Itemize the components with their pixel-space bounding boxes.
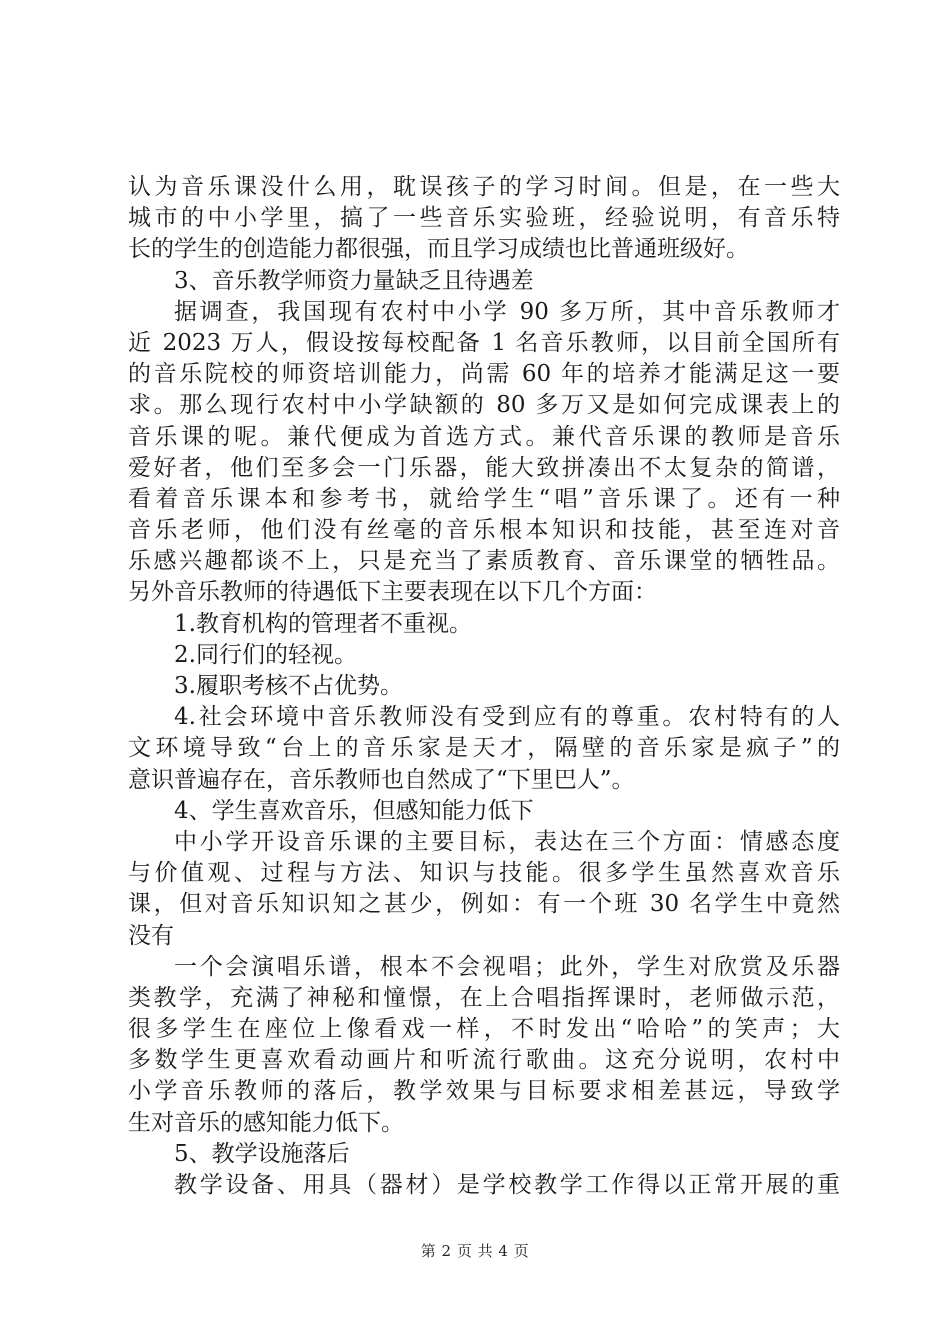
text-line: 很多学生在座位上像看戏一样，不时发出“哈哈”的笑声；大 — [128, 1016, 840, 1043]
text-line: 课，但对音乐知识知之甚少，例如：有一个班 30 名学生中竟然 — [128, 891, 840, 918]
text-line: 认为音乐课没什么用，耽误孩子的学习时间。但是，在一些大 — [128, 174, 840, 200]
text-line: 文环境导致“台上的音乐家是天才，隔壁的音乐家是疯子”的 — [128, 735, 840, 762]
text-line: 教学设备、用具（器材）是学校教学工作得以正常开展的重 — [174, 1172, 840, 1198]
text-line: 小学音乐教师的落后，教学效果与目标要求相差甚远，导致学 — [128, 1078, 840, 1105]
text-line: 乐感兴趣都谈不上，只是充当了素质教育、音乐课堂的牺牲品。 — [128, 548, 840, 575]
text-line: 长的学生的创造能力都很强，而且学习成绩也比普通班级好。 — [128, 236, 749, 263]
section-heading: 3、音乐教学师资力量缺乏且待遇差 — [174, 267, 534, 294]
text-line: 类教学，充满了神秘和憧憬，在上合唱指挥课时，老师做示范， — [128, 984, 840, 1011]
text-line: 音乐老师，他们没有丝毫的音乐根本知识和技能，甚至连对音 — [128, 517, 840, 544]
text-line: 看着音乐课本和参考书，就给学生“唱”音乐课了。还有一种 — [128, 485, 840, 512]
text-line: 多数学生更喜欢看动画片和听流行歌曲。这充分说明，农村中 — [128, 1047, 840, 1074]
text-line: 求。那么现行农村中小学缺额的 80 多万又是如何完成课表上的 — [128, 392, 840, 419]
list-item: 2.同行们的轻视。 — [174, 641, 357, 668]
text-line: 的音乐院校的师资培训能力，尚需 60 年的培养才能满足这一要 — [128, 361, 840, 388]
text-line: 城市的中小学里，搞了一些音乐实验班，经验说明，有音乐特 — [128, 205, 840, 232]
text-line: 一个会演唱乐谱，根本不会视唱；此外，学生对欣赏及乐器 — [174, 953, 840, 980]
text-line: 另外音乐教师的待遇低下主要表现在以下几个方面： — [128, 579, 657, 606]
text-line: 与价值观、过程与方法、知识与技能。很多学生虽然喜欢音乐 — [128, 860, 840, 887]
text-line: 音乐课的呢。兼代便成为首选方式。兼代音乐课的教师是音乐 — [128, 423, 840, 450]
page-number-footer: 第 2 页 共 4 页 — [420, 1242, 530, 1260]
list-item: 1.教育机构的管理者不重视。 — [174, 610, 472, 637]
list-item: 3.履职考核不占优势。 — [174, 673, 403, 699]
list-item: 4.社会环境中音乐教师没有受到应有的尊重。农村特有的人 — [174, 704, 840, 731]
text-line: 据调查，我国现有农村中小学 90 多万所，其中音乐教师才 — [174, 298, 840, 325]
text-line: 近 2023 万人，假设按每校配备 1 名音乐教师，以目前全国所有 — [128, 329, 840, 356]
text-line: 生对音乐的感知能力低下。 — [128, 1109, 404, 1136]
section-heading: 5、教学设施落后 — [174, 1140, 350, 1167]
section-heading: 4、学生喜欢音乐，但感知能力低下 — [174, 797, 534, 824]
body-text — [128, 172, 840, 1201]
text-line: 没有 — [128, 922, 174, 949]
text-line: 意识普遍存在，音乐教师也自然成了“下里巴人”。 — [128, 766, 635, 793]
text-line: 中小学开设音乐课的主要目标，表达在三个方面：情感态度 — [174, 828, 840, 855]
text-line: 爱好者，他们至多会一门乐器，能大致拼凑出不太复杂的简谱， — [128, 454, 840, 481]
